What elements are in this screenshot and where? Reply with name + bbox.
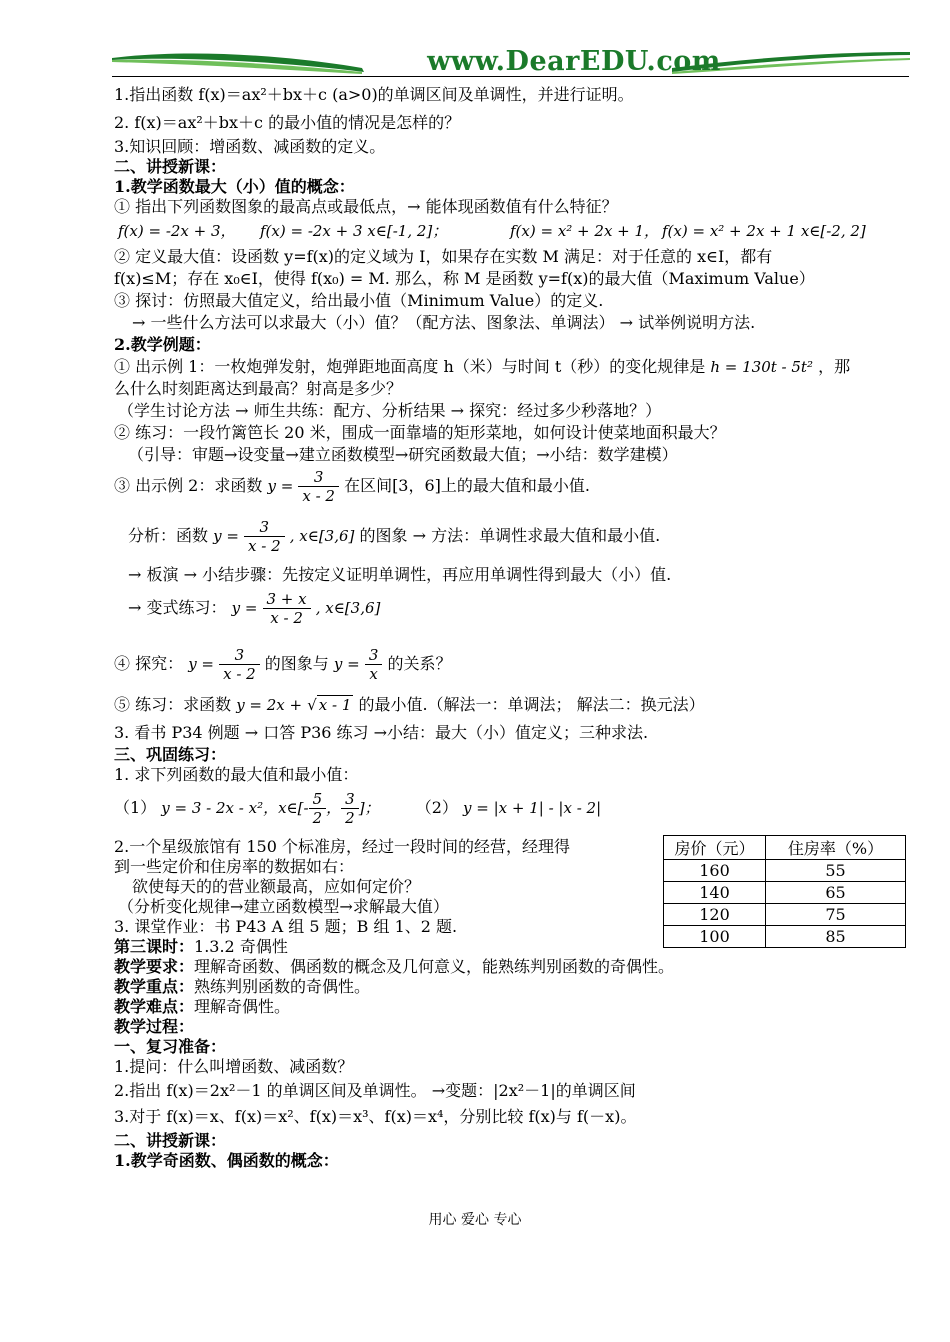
- function-example-3: f(x) = x² + 2x + 1，: [510, 222, 660, 240]
- board-demo-line: → 板演 → 小结步骤：先按定义证明单调性，再应用单调性得到最大（小）值.: [128, 565, 672, 584]
- fraction-numerator: 5: [309, 790, 327, 809]
- review2-q1: 1.提问：什么叫增函数、减函数？: [114, 1057, 354, 1076]
- explore-line: [114, 644, 451, 684]
- fraction-denominator: x - 2: [270, 609, 303, 627]
- analysis-tail: 的图象 → 方法：单调性求最大值和最小值.: [359, 526, 661, 545]
- third-lesson-title: [114, 936, 288, 958]
- example2-text: ③ 出示例 2：求函数: [114, 476, 263, 495]
- difficulty-text: 理解奇偶性。: [194, 997, 291, 1016]
- item1-formula: y = 3 - 2x - x²，x∈[-: [161, 799, 309, 817]
- exercise-sqrt-text: ⑤ 练习：求函数: [114, 695, 232, 714]
- table-cell: 160: [664, 860, 766, 882]
- table-row: [664, 904, 906, 926]
- variant-exercise-line: [128, 588, 380, 628]
- example2-tail: 在区间[3，6]上的最大值和最小值.: [344, 476, 590, 495]
- concept-point-1: ① 指出下列函数图象的最高点或最低点，→ 能体现函数值有什么特征？: [114, 197, 618, 216]
- item1-close: ]；: [358, 799, 380, 817]
- fraction-numerator: 3: [219, 646, 260, 665]
- fraction-numerator: 3: [298, 468, 339, 487]
- fraction-numerator: 3: [341, 790, 359, 809]
- item2-label: （2）: [415, 798, 458, 817]
- fraction-denominator: 2: [312, 809, 323, 827]
- practice-q1: 1. 求下列函数的最大值和最小值：: [114, 765, 359, 784]
- review2-q2: 2.指出 f(x)＝2x²－1 的单调区间及单调性。 →变题：|2x²－1|的单调区间: [114, 1081, 636, 1100]
- fraction-denominator: x - 2: [248, 537, 281, 555]
- explore-tail: 的关系？: [387, 654, 452, 673]
- variant-text: → 变式练习：: [128, 598, 227, 617]
- fraction-denominator: x: [369, 665, 378, 683]
- item1-frac-upper: [341, 790, 359, 827]
- third-lesson-label: 第三课时：: [114, 937, 195, 956]
- analysis-fraction: [244, 518, 285, 555]
- section-heading-practice: 三、巩固练习：: [114, 745, 227, 764]
- table-cell: 65: [766, 882, 906, 904]
- table-row: [664, 860, 906, 882]
- example2-y-eq: y =: [267, 477, 294, 495]
- review-q1: 1.指出函数 f(x)＝ax²＋bx＋c (a>0)的单调区间及单调性，并进行证明。: [114, 85, 634, 104]
- analysis-text: 分析：函数: [128, 526, 209, 545]
- requirement-text: 理解奇函数、偶函数的概念及几何意义，能熟练判别函数的奇偶性。: [194, 957, 675, 976]
- explore-mid: 的图象与: [264, 654, 329, 673]
- hotel-problem-hint: （分析变化规律→建立函数模型→求解最大值）: [118, 897, 449, 916]
- teaching-process-label: 教学过程：: [114, 1017, 195, 1036]
- methods-line: → 一些什么方法可以求最大（小）值？（配方法、图象法、单调法） → 试举例说明方法.: [132, 313, 756, 332]
- table-row: [664, 882, 906, 904]
- example2-line: [114, 466, 590, 506]
- example1-formula: h = 130t - 5t²: [710, 358, 813, 376]
- function-example-2: f(x) = -2x + 3 x∈[-1, 2]；: [260, 222, 448, 240]
- concept-point-3: ③ 探讨：仿照最大值定义，给出最小值（Minimum Value）的定义.: [114, 291, 604, 310]
- section-heading-review: 一、复习准备：: [114, 1037, 227, 1056]
- table-cell: 75: [766, 904, 906, 926]
- exercise-sqrt-line: [114, 694, 705, 716]
- explore-fraction-2: [365, 646, 383, 683]
- variant-y-eq: y =: [231, 599, 258, 617]
- page-footer: 用心 爱心 专心: [428, 1212, 522, 1228]
- explore-y-eq-1: y =: [188, 655, 214, 673]
- item1-comma: ，: [326, 799, 342, 817]
- subsection-max-min-concept: 1.教学函数最大（小）值的概念：: [114, 177, 355, 196]
- fraction-denominator: 2: [345, 809, 355, 827]
- teaching-requirement: [114, 956, 674, 978]
- variant-domain: , x∈[3,6]: [315, 599, 381, 617]
- review2-q3: 3.对于 f(x)＝x、f(x)＝x²、f(x)＝x³、f(x)＝x⁴，分别比较 f(x)与 f(－x)。: [114, 1107, 637, 1126]
- third-lesson-topic: 1.3.2 奇偶性: [194, 937, 288, 956]
- focus-text: 熟练判别函数的奇偶性。: [194, 977, 371, 996]
- section-heading-new-lesson: 二、讲授新课：: [114, 157, 227, 176]
- fraction-denominator: x - 2: [223, 665, 256, 683]
- variant-fraction: [263, 590, 311, 627]
- example1-discussion: （学生讨论方法 → 师生共练：配方、分析结果 → 探究：经过多少秒落地？）: [118, 401, 662, 420]
- focus-label: 教学重点：: [114, 977, 195, 996]
- fraction-numerator: 3: [244, 518, 285, 537]
- table-cell: 120: [664, 904, 766, 926]
- function-example-1: f(x) = -2x + 3，: [118, 222, 236, 240]
- sqrt-argument: x - 1: [318, 696, 352, 714]
- price-occupancy-table: [663, 835, 906, 948]
- table-header-row: [664, 836, 906, 860]
- subsection-examples: 2.教学例题：: [114, 335, 211, 354]
- exercise-sqrt-lhs: y = 2x +: [236, 696, 303, 714]
- explore-text: ④ 探究：: [114, 654, 184, 673]
- item1-frac-lower: [309, 790, 327, 827]
- site-logo-text: www.DearEDU.com: [427, 46, 721, 77]
- table-cell: 85: [766, 926, 906, 948]
- homework-line: 3. 课堂作业：书 P43 A 组 5 题；B 组 1、2 题.: [114, 917, 458, 936]
- table-cell: 140: [664, 882, 766, 904]
- explore-fraction-1: [219, 646, 260, 683]
- analysis-domain: , x∈[3,6]: [289, 527, 355, 545]
- hotel-problem-question: 欲使每天的的营业额最高，应如何定价？: [132, 877, 421, 896]
- example1-line1: [114, 356, 850, 378]
- item2-formula: y = |x + 1| - |x - 2|: [463, 799, 602, 817]
- explore-y-eq-2: y =: [333, 655, 360, 673]
- read-book-line: 3. 看书 P34 例题 → 口答 P36 练习 →小结：最大（小）值定义；三种求法.: [114, 723, 649, 742]
- hotel-problem-line1: 2.一个星级旅馆有 150 个标准房，经过一段时间的经营，经理得: [114, 837, 570, 856]
- table-cell: 100: [664, 926, 766, 948]
- header-rule: [112, 76, 909, 77]
- example1-text: ① 出示例 1：一枚炮弹发射，炮弹距地面高度 h（米）与时间 t（秒）的变化规律是: [114, 357, 706, 376]
- table-header-price: 房价（元）: [664, 836, 766, 860]
- review-q3: 3.知识回顾：增函数、减函数的定义。: [114, 137, 386, 156]
- max-definition-line1: ② 定义最大值：设函数 y=f(x)的定义域为 I，如果存在实数 M 满足：对于任意的 x∈I，都有: [114, 247, 773, 266]
- practice-q1-items: [114, 788, 601, 828]
- item1-label: （1）: [114, 798, 157, 817]
- example1-line2: 么什么时刻距离达到最高？射高是多少？: [114, 379, 403, 398]
- sqrt-symbol: √ x - 1: [307, 696, 352, 714]
- exercise-fence: ② 练习：一段竹篱笆长 20 米，围成一面靠墙的矩形菜地，如何设计使菜地面积最大？: [114, 423, 726, 442]
- subsection-odd-even: 1.教学奇函数、偶函数的概念：: [114, 1151, 339, 1170]
- analysis-line: [128, 516, 660, 556]
- max-definition-line2: f(x)≤M；存在 x₀∈I，使得 f(x₀) = M. 那么，称 M 是函数 y=f(x)的最大值（Maximum Value）: [114, 269, 815, 288]
- hotel-problem-line2: 到一些定价和住房率的数据如右：: [114, 857, 355, 876]
- review-q2: 2. f(x)＝ax²＋bx＋c 的最小值的情况是怎样的？: [114, 113, 461, 132]
- fraction-numerator: 3 + x: [263, 590, 311, 609]
- example2-fraction: [298, 468, 339, 505]
- requirement-label: 教学要求：: [114, 957, 195, 976]
- table-row: [664, 926, 906, 948]
- section-heading-new-lesson-2: 二、讲授新课：: [114, 1131, 227, 1150]
- difficulty-label: 教学难点：: [114, 997, 195, 1016]
- fraction-denominator: x - 2: [302, 487, 335, 505]
- exercise-sqrt-tail: 的最小值.（解法一：单调法； 解法二：换元法）: [358, 695, 705, 714]
- analysis-y-eq: y =: [213, 527, 239, 545]
- teaching-focus: [114, 976, 370, 998]
- table-cell: 55: [766, 860, 906, 882]
- fraction-numerator: 3: [365, 646, 383, 665]
- function-example-4: f(x) = x² + 2x + 1 x∈[-2, 2]: [662, 222, 866, 240]
- exercise-fence-guide: （引导：审题→设变量→建立函数模型→研究函数最大值；→小结：数学建模）: [128, 445, 678, 464]
- teaching-difficulty: [114, 996, 290, 1018]
- table-header-occupancy: 住房率（%）: [766, 836, 906, 860]
- example1-tail: ，那: [818, 357, 851, 376]
